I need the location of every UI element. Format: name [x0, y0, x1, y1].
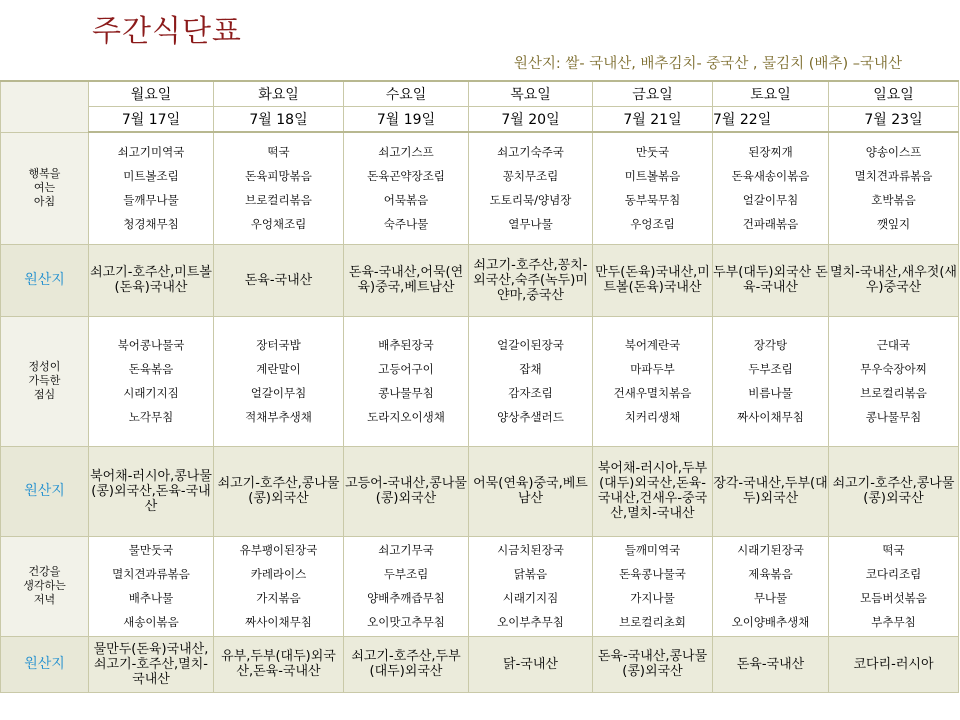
- dish-item: 브로컬리볶음: [860, 386, 927, 400]
- meal-menu-cell: [469, 316, 593, 446]
- meal-row: [1, 536, 959, 636]
- meal-menu-cell: [829, 536, 959, 636]
- dish-item: 오이부추무침: [497, 615, 564, 629]
- dish-item: 동부묵무침: [624, 193, 681, 208]
- dish-item: 모듬버섯볶음: [860, 591, 927, 605]
- dish-item: 북어계란국: [624, 338, 681, 352]
- origin-cell: 두부(대두)외국산 돈육-국내산: [713, 244, 829, 316]
- meal-label: [1, 132, 89, 244]
- origin-cell: 코다리-러시아: [829, 636, 959, 692]
- origin-label: 원산지: [1, 446, 89, 536]
- dish-item: 떡국: [882, 543, 905, 557]
- dish-item: 브로컬리볶음: [245, 193, 312, 208]
- origin-label: 원산지: [1, 636, 89, 692]
- dish-item: 제육볶음: [748, 567, 793, 581]
- origin-cell: 쇠고기-호주산,두부(대두)외국산: [344, 636, 469, 692]
- origin-label: 원산지: [1, 244, 89, 316]
- day-header: 일요일: [829, 81, 959, 107]
- dish-item: 무우숙장아찌: [860, 362, 927, 376]
- dish-item: 미트볼볶음: [624, 169, 681, 184]
- dish-item: 계란말이: [256, 362, 301, 376]
- dish-item: 가지나물: [630, 591, 675, 605]
- dish-item: 코다리조림: [865, 567, 922, 581]
- origin-row: [1, 446, 959, 536]
- dish-item: 된장찌개: [748, 145, 793, 160]
- dish-item: 시금치된장국: [497, 543, 564, 557]
- dish-item: 비름나물: [748, 386, 793, 400]
- dish-item: 배추나물: [128, 591, 174, 605]
- dish-item: 청경채무침: [123, 217, 179, 232]
- meal-menu-cell: [593, 316, 713, 446]
- origin-cell: 쇠고기-호주산,미트볼(돈육)국내산: [89, 244, 214, 316]
- origin-cell: 유부,두부(대두)외국산,돈육-국내산: [214, 636, 344, 692]
- dish-item: 유부팽이된장국: [239, 543, 318, 557]
- meal-menu-cell: [713, 536, 829, 636]
- dish-item: 양상추샐러드: [497, 410, 564, 424]
- origin-cell: 만두(돈육)국내산,미트볼(돈육)국내산: [593, 244, 713, 316]
- dish-item: 시래기지짐: [123, 386, 179, 400]
- dish-item: 콩나물무침: [865, 410, 922, 424]
- dish-item: 짜사이채무침: [245, 615, 312, 629]
- dish-item: 건파래볶음: [742, 217, 799, 232]
- dish-item: 오이맛고추무침: [367, 615, 445, 629]
- dish-item: 오이양배추생채: [731, 615, 810, 629]
- dish-item: 부추무침: [871, 615, 916, 629]
- dish-item: 쇠고기무국: [378, 543, 434, 557]
- meal-menu-cell: [214, 132, 344, 244]
- dish-item: 쇠고기스프: [378, 145, 434, 160]
- dish-item: 건새우멸치볶음: [613, 386, 692, 400]
- date-header: 7월 19일: [344, 107, 469, 133]
- dish-item: 돈육콩나물국: [619, 567, 686, 581]
- origin-cell: 돈육-국내산: [214, 244, 344, 316]
- dish-item: 돈육피망볶음: [245, 169, 312, 184]
- dish-item: 떡국: [267, 145, 290, 160]
- dish-item: 장터국밥: [256, 338, 301, 352]
- dish-item: 물만둣국: [128, 543, 174, 557]
- dish-item: 노각무침: [128, 410, 174, 424]
- dish-item: 브로컬리초회: [619, 615, 686, 629]
- origin-cell: 멸치-국내산,새우젓(새우)중국산: [829, 244, 959, 316]
- meal-row: [1, 132, 959, 244]
- dish-item: 시래기지짐: [502, 591, 559, 605]
- dish-item: 멸치견과류볶음: [112, 567, 190, 581]
- dish-item: 닭볶음: [513, 567, 548, 581]
- origin-cell: 어묵(연육)중국,베트남산: [469, 446, 593, 536]
- day-header: 금요일: [593, 81, 713, 107]
- date-header: 7월 18일: [214, 107, 344, 133]
- dish-item: 두부조림: [748, 362, 793, 376]
- day-header: 토요일: [713, 81, 829, 107]
- meal-label-line: 생각하는: [23, 579, 66, 592]
- dish-item: 깻잎지: [876, 217, 911, 232]
- origin-cell: 돈육-국내산: [713, 636, 829, 692]
- meal-menu-cell: [344, 132, 469, 244]
- day-header: 목요일: [469, 81, 593, 107]
- meal-label-line: 저녁: [33, 593, 56, 606]
- dish-item: 새송이볶음: [123, 615, 179, 629]
- origin-cell: 쇠고기-호주산,콩나물(콩)외국산: [214, 446, 344, 536]
- dish-item: 적채부추생채: [245, 410, 312, 424]
- date-header-row: [1, 107, 959, 133]
- day-header-row: [1, 81, 959, 107]
- dish-item: 배추된장국: [378, 338, 434, 352]
- dish-item: 열무나물: [508, 217, 553, 232]
- origin-row: [1, 244, 959, 316]
- meal-menu-cell: [713, 316, 829, 446]
- meal-row: [1, 316, 959, 446]
- meal-menu-cell: [89, 316, 214, 446]
- meal-menu-cell: [344, 316, 469, 446]
- meal-menu-cell: [344, 536, 469, 636]
- dish-item: 무나물: [753, 591, 788, 605]
- date-header: 7월 22일: [713, 107, 829, 133]
- dish-item: 돈육곤약장조림: [367, 169, 445, 184]
- corner-cell: [1, 81, 89, 132]
- dish-item: 고등어구이: [378, 362, 434, 376]
- date-header: 7월 17일: [89, 107, 214, 133]
- dish-item: 북어콩나물국: [117, 338, 185, 352]
- day-header: 화요일: [214, 81, 344, 107]
- dish-item: 도라지오이생채: [367, 410, 445, 424]
- meal-menu-cell: [89, 132, 214, 244]
- dish-item: 근대국: [876, 338, 911, 352]
- dish-item: 카레라이스: [250, 567, 307, 581]
- dish-item: 치커리생채: [624, 410, 681, 424]
- dish-item: 얼갈이무침: [742, 193, 799, 208]
- date-header: 7월 23일: [829, 107, 959, 133]
- dish-item: 꽁치무조림: [502, 169, 559, 184]
- dish-item: 들깨미역국: [624, 543, 681, 557]
- dish-item: 마파두부: [630, 362, 675, 376]
- meal-menu-cell: [593, 132, 713, 244]
- dish-item: 숙주나물: [383, 217, 429, 232]
- dish-item: 가지볶음: [256, 591, 301, 605]
- dish-item: 양배추깨즙무침: [367, 591, 445, 605]
- meal-label: [1, 536, 89, 636]
- origin-cell: 물만두(돈육)국내산,쇠고기-호주산,멸치-국내산: [89, 636, 214, 692]
- dish-item: 만둣국: [635, 145, 670, 160]
- origin-row: [1, 636, 959, 692]
- meal-menu-cell: [713, 132, 829, 244]
- origin-cell: 닭-국내산: [469, 636, 593, 692]
- dish-item: 얼갈이무침: [250, 386, 307, 400]
- meal-label: [1, 316, 89, 446]
- origin-cell: 돈육-국내산,어묵(연육)중국,베트남산: [344, 244, 469, 316]
- dish-item: 콩나물무침: [378, 386, 434, 400]
- origin-cell: 북어채-러시아,두부(대두)외국산,돈육-국내산,건새우-중국산,멸치-국내산: [593, 446, 713, 536]
- origin-cell: 고등어-국내산,콩나물(콩)외국산: [344, 446, 469, 536]
- origin-cell: 쇠고기-호주산,꽁치-외국산,숙주(녹두)미얀마,중국산: [469, 244, 593, 316]
- dish-item: 쇠고기미역국: [117, 145, 185, 160]
- dish-item: 우엉조림: [630, 217, 675, 232]
- dish-item: 도토리묵/양념장: [489, 193, 572, 208]
- meal-menu-cell: [469, 536, 593, 636]
- meal-menu-cell: [593, 536, 713, 636]
- rice-kimchi-origin-note: 원산지: 쌀- 국내산, 배추김치- 중국산 , 물김치 (배추) –국내산: [513, 56, 902, 72]
- dish-item: 우엉채조림: [250, 217, 307, 232]
- origin-cell: 쇠고기-호주산,콩나물(콩)외국산: [829, 446, 959, 536]
- meal-menu-cell: [214, 316, 344, 446]
- meal-label-line: 점심: [33, 388, 56, 401]
- meal-label-line: 가득한: [28, 374, 61, 387]
- meal-menu-cell: [89, 536, 214, 636]
- meal-label-line: 행복을: [28, 167, 61, 180]
- meal-menu-cell: [469, 132, 593, 244]
- origin-cell: 장각-국내산,두부(대두)외국산: [713, 446, 829, 536]
- date-header: 7월 20일: [469, 107, 593, 133]
- meal-menu-cell: [829, 132, 959, 244]
- meal-label-line: 아침: [33, 195, 56, 208]
- date-header: 7월 21일: [593, 107, 713, 133]
- dish-item: 멸치견과류볶음: [854, 169, 933, 184]
- dish-item: 잡채: [519, 362, 542, 376]
- dish-item: 쇠고기숙주국: [497, 145, 564, 160]
- dish-item: 어묵볶음: [383, 193, 429, 208]
- meal-menu-cell: [214, 536, 344, 636]
- meal-label-line: 건강을: [28, 565, 61, 578]
- meal-label-line: 정성이: [28, 360, 61, 373]
- day-header: 수요일: [344, 81, 469, 107]
- page-title: 주간식단표: [92, 14, 242, 49]
- weekly-menu-table: [0, 80, 959, 693]
- meal-menu-cell: [829, 316, 959, 446]
- dish-item: 시래기된장국: [737, 543, 804, 557]
- meal-label-line: 여는: [33, 181, 56, 194]
- dish-item: 얼갈이된장국: [497, 338, 564, 352]
- origin-cell: 돈육-국내산,콩나물(콩)외국산: [593, 636, 713, 692]
- dish-item: 장각탕: [753, 338, 788, 352]
- dish-item: 감자조림: [508, 386, 553, 400]
- dish-item: 두부조림: [383, 567, 429, 581]
- day-header: 월요일: [89, 81, 214, 107]
- dish-item: 호박볶음: [871, 193, 916, 208]
- origin-cell: 북어채-러시아,콩나물(콩)외국산,돈육-국내산: [89, 446, 214, 536]
- dish-item: 짜사이채무침: [737, 410, 804, 424]
- dish-item: 들깨무나물: [123, 193, 179, 208]
- dish-item: 미트볼조림: [123, 169, 179, 184]
- dish-item: 돈육볶음: [128, 362, 174, 376]
- dish-item: 돈육새송이볶음: [731, 169, 810, 184]
- dish-item: 양송이스프: [865, 145, 922, 160]
